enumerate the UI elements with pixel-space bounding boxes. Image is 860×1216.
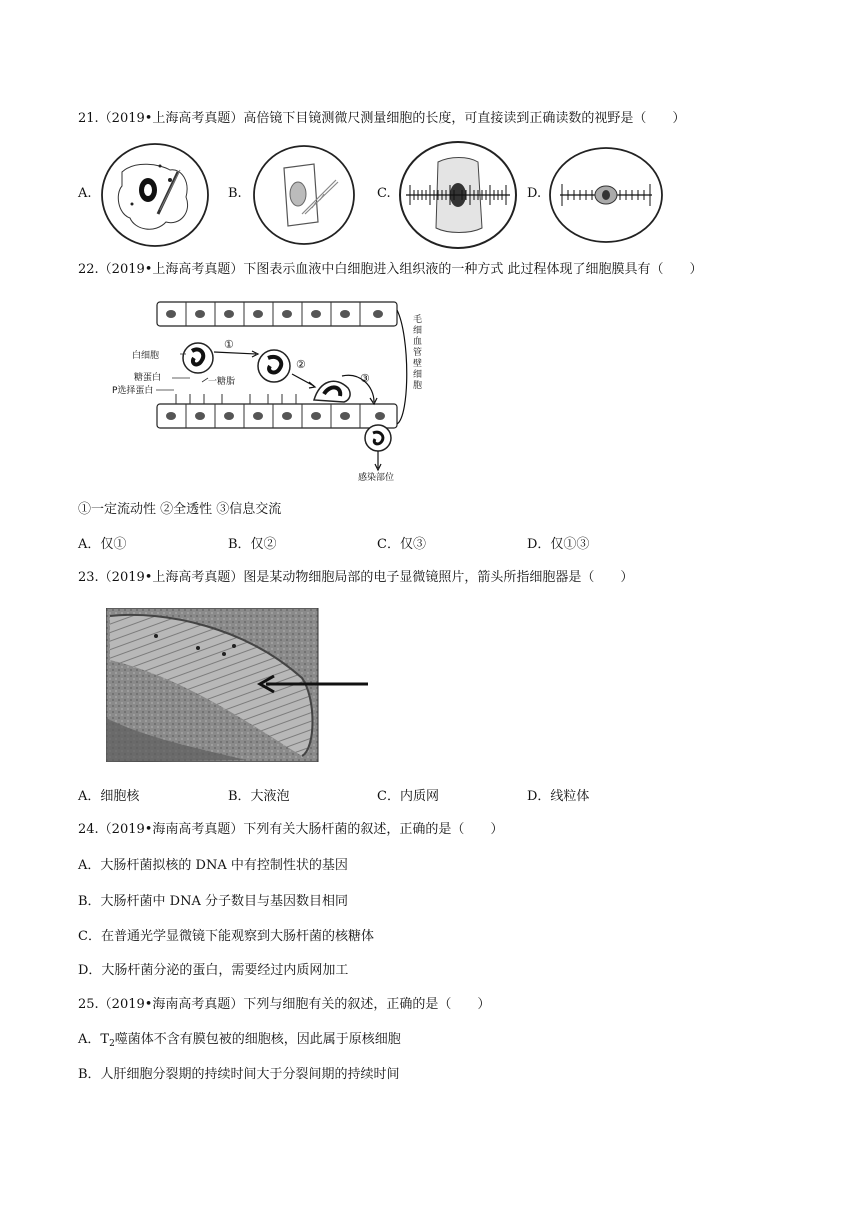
q24-option-a: A．大肠杆菌拟核的 DNA 中有控制性状的基因 xyxy=(78,858,348,873)
question-24-stem: 24.（2019•海南高考真题）下列有关大肠杆菌的叙述，正确的是（ ） xyxy=(78,822,504,837)
q22-diagram xyxy=(110,296,440,482)
q22-option-d: D．仅①③ xyxy=(527,537,590,552)
question-21-stem: 21.（2019•上海高考真题）高倍镜下目镜测微尺测量细胞的长度，可直接读到正确读数的视野是（ ） xyxy=(78,111,686,126)
q25-option-b: B．人肝细胞分裂期的持续时间大于分裂间期的持续时间 xyxy=(78,1067,400,1082)
q22-statement: ①一定流动性 ②全透性 ③信息交流 xyxy=(78,502,282,517)
question-25-stem: 25.（2019•海南高考真题）下列与细胞有关的叙述，正确的是（ ） xyxy=(78,997,491,1012)
q21-option-c-label: C. xyxy=(377,186,391,201)
question-23-stem: 23.（2019•上海高考真题）图是某动物细胞局部的电子显微镜照片，箭头所指细胞器是（ ） xyxy=(78,570,634,585)
q23-option-d: D．线粒体 xyxy=(527,789,590,804)
q25-option-a xyxy=(78,1031,401,1053)
diagram-label-glycoprotein: 糖蛋白 xyxy=(134,373,162,383)
q22-option-c: C．仅③ xyxy=(377,537,426,552)
diagram-label-glycolipid: 一糖脂 xyxy=(208,377,236,387)
diagram-step-1: ① xyxy=(224,338,234,351)
q21-figure-c xyxy=(398,140,518,250)
diagram-side-label: 毛细血管壁细胞 xyxy=(411,314,421,391)
q21-figure-b xyxy=(252,144,356,246)
q21-option-b-label: B. xyxy=(228,186,242,201)
q21-figure-a xyxy=(100,142,210,248)
diagram-label-infection-site: 感染部位 xyxy=(358,473,395,482)
q21-option-a-label: A. xyxy=(78,186,92,201)
q23-option-b: B．大液泡 xyxy=(228,789,290,804)
q22-option-b: B．仅② xyxy=(228,537,277,552)
diagram-step-2: ② xyxy=(296,358,306,371)
q25-option-a-pre: A．T xyxy=(78,1032,110,1047)
diagram-label-p-selectin: P选择蛋白 xyxy=(112,386,154,396)
q22-option-a: A．仅① xyxy=(78,537,127,552)
q24-option-b: B．大肠杆菌中 DNA 分子数目与基因数目相同 xyxy=(78,894,349,909)
q24-option-c: C．在普通光学显微镜下能观察到大肠杆菌的核糖体 xyxy=(78,929,374,944)
diagram-label-white-cell: 白细胞 xyxy=(132,351,160,361)
capillary-bottom-row xyxy=(157,404,397,428)
diagram-step-3: ③ xyxy=(360,372,370,385)
q24-option-d: D．大肠杆菌分泌的蛋白，需要经过内质网加工 xyxy=(78,963,349,978)
q23-option-c: C．内质网 xyxy=(377,789,439,804)
q25-option-a-post: 噬菌体不含有膜包被的细胞核，因此属于原核细胞 xyxy=(114,1032,401,1047)
q23-option-a: A．细胞核 xyxy=(78,789,140,804)
q23-em-photo xyxy=(106,608,370,762)
q25-option-a-subscript: 2 xyxy=(109,1039,115,1049)
q21-option-d-label: D. xyxy=(527,186,542,201)
capillary-top-row xyxy=(157,302,397,326)
q21-figure-d xyxy=(548,146,664,244)
question-22-stem: 22.（2019•上海高考真题）下图表示血液中白细胞进入组织液的一种方式 此过程体现了细胞膜具有（ ） xyxy=(78,262,703,277)
